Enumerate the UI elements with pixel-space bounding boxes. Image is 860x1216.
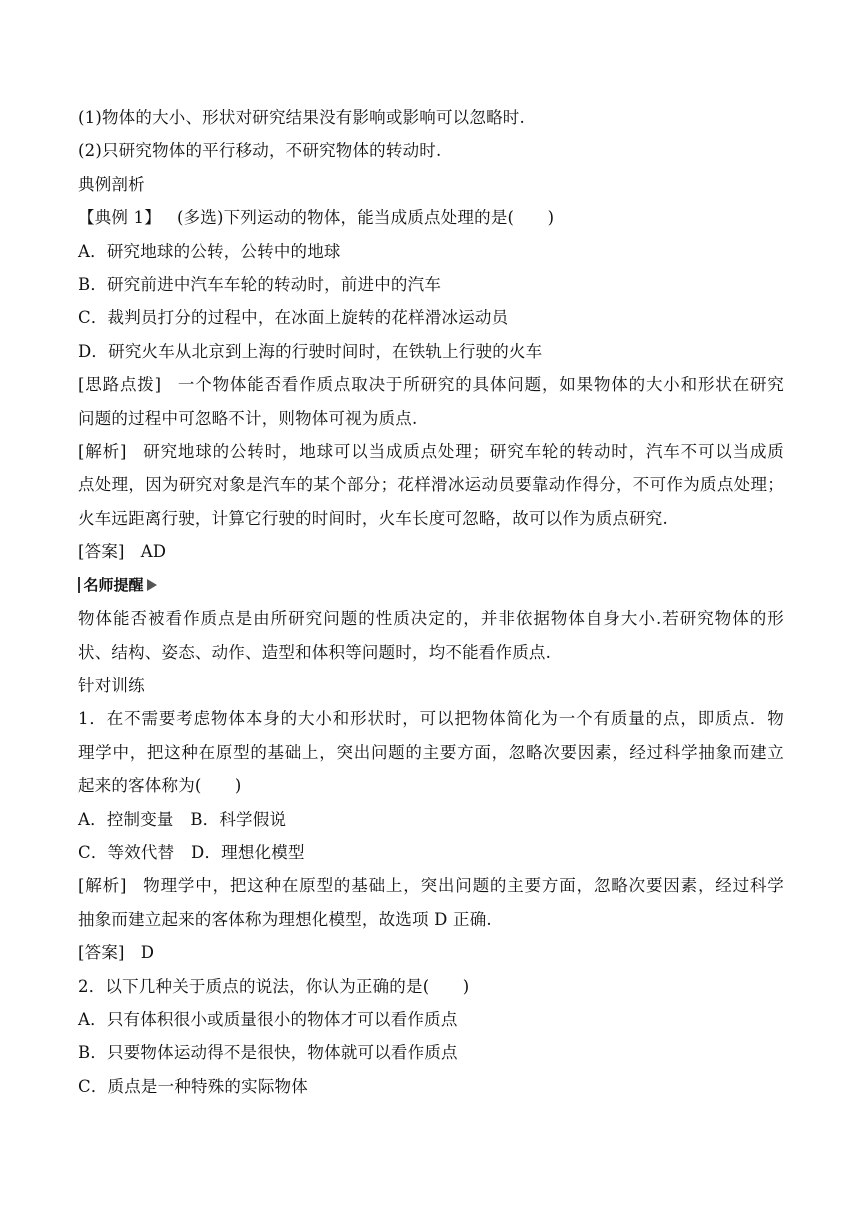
section-heading-example: 典例剖析 bbox=[78, 174, 145, 194]
example-1-stem: (多选)下列运动的物体，能当成质点处理的是( ) bbox=[176, 208, 555, 228]
example-1-analysis-line-3: 火车远距离行驶，计算它行驶的时间时，火车长度可忽略，故可以作为质点研究. bbox=[78, 508, 668, 528]
example-1-question bbox=[78, 201, 784, 234]
example-1-analysis-line-1 bbox=[78, 435, 784, 468]
question-1-answer-tag: [答案] bbox=[78, 943, 125, 963]
example-1-analysis-tag: [解析] bbox=[78, 442, 127, 462]
question-1-analysis-text-1: 物理学中，把这种在原型的基础上，突出问题的主要方面，忽略次要因素，经过科学 bbox=[142, 876, 784, 896]
teacher-tip-heading bbox=[78, 569, 784, 602]
question-2-option-b: B．只要物体运动得不是很快，物体就可以看作质点 bbox=[78, 1043, 458, 1063]
question-2-option-a: A．只有体积很小或质量很小的物体才可以看作质点 bbox=[78, 1009, 458, 1029]
example-1-analysis-text-1: 研究地球的公转时，地球可以当成质点处理；研究车轮的转动时，汽车不可以当成质 bbox=[142, 442, 784, 462]
question-2-stem: 2．以下几种关于质点的说法，你认为正确的是( ) bbox=[78, 976, 470, 996]
question-2-option-c: C．质点是一种特殊的实际物体 bbox=[78, 1076, 308, 1096]
teacher-tip-line-1: 物体能否被看作质点是由所研究问题的性质决定的，并非依据物体自身大小.若研究物体的形 bbox=[78, 609, 784, 629]
condition-2: (2)只研究物体的平行移动，不研究物体的转动时. bbox=[78, 141, 442, 161]
example-1-answer-tag: [答案] bbox=[78, 542, 125, 562]
triangle-right-icon bbox=[147, 579, 157, 591]
question-1-answer bbox=[78, 936, 784, 969]
teacher-tip-label: 名师提醒 bbox=[83, 575, 144, 594]
teacher-tip-line-2: 状、结构、姿态、动作、造型和体积等问题时，均不能看作质点. bbox=[78, 642, 552, 662]
example-1-answer-value: AD bbox=[140, 542, 167, 562]
hint-line-1 bbox=[78, 368, 784, 401]
question-1-line-1: 1．在不需要考虑物体本身的大小和形状时，可以把物体简化为一个有质量的点，即质点．物 bbox=[78, 709, 784, 729]
condition-1: (1)物体的大小、形状对研究结果没有影响或影响可以忽略时. bbox=[78, 108, 525, 127]
example-1-option-c: C．裁判员打分的过程中，在冰面上旋转的花样滑冰运动员 bbox=[78, 308, 509, 328]
example-1-option-d: D．研究火车从北京到上海的行驶时间时，在铁轨上行驶的火车 bbox=[78, 341, 543, 361]
tip-bar-icon bbox=[78, 577, 80, 593]
document-page bbox=[78, 101, 784, 1103]
question-1-analysis-tag: [解析] bbox=[78, 876, 127, 896]
question-1-line-2: 理学中，把这种在原型的基础上，突出问题的主要方面，忽略次要因素，经过科学抽象而建立 bbox=[78, 742, 784, 762]
question-1-analysis-line-1 bbox=[78, 869, 784, 902]
section-heading-training: 针对训练 bbox=[78, 675, 145, 695]
example-1-option-b: B．研究前进中汽车车轮的转动时，前进中的汽车 bbox=[78, 275, 442, 295]
question-1-analysis-line-2: 抽象而建立起来的客体称为理想化模型，故选项 D 正确. bbox=[78, 909, 492, 929]
example-1-tag: 【典例 1】 bbox=[78, 208, 161, 228]
hint-line-2: 问题的过程中可忽略不计，则物体可视为质点. bbox=[78, 408, 418, 428]
question-1-answer-value: D bbox=[140, 943, 155, 963]
question-1-options-ab: A．控制变量 B．科学假说 bbox=[78, 809, 287, 829]
hint-tag: [思路点拨] bbox=[78, 375, 162, 395]
example-1-analysis-line-2: 点处理，因为研究对象是汽车的某个部分；花样滑冰运动员要靠动作得分，不可作为质点处理； bbox=[78, 475, 784, 495]
question-1-options-cd: C．等效代替 D．理想化模型 bbox=[78, 842, 305, 862]
question-1-line-3: 起来的客体称为( ) bbox=[78, 776, 242, 796]
example-1-answer bbox=[78, 535, 784, 568]
example-1-option-a: A．研究地球的公转，公转中的地球 bbox=[78, 241, 341, 261]
hint-text-1: 一个物体能否看作质点取决于所研究的具体问题，如果物体的大小和形状在研究 bbox=[177, 375, 785, 395]
